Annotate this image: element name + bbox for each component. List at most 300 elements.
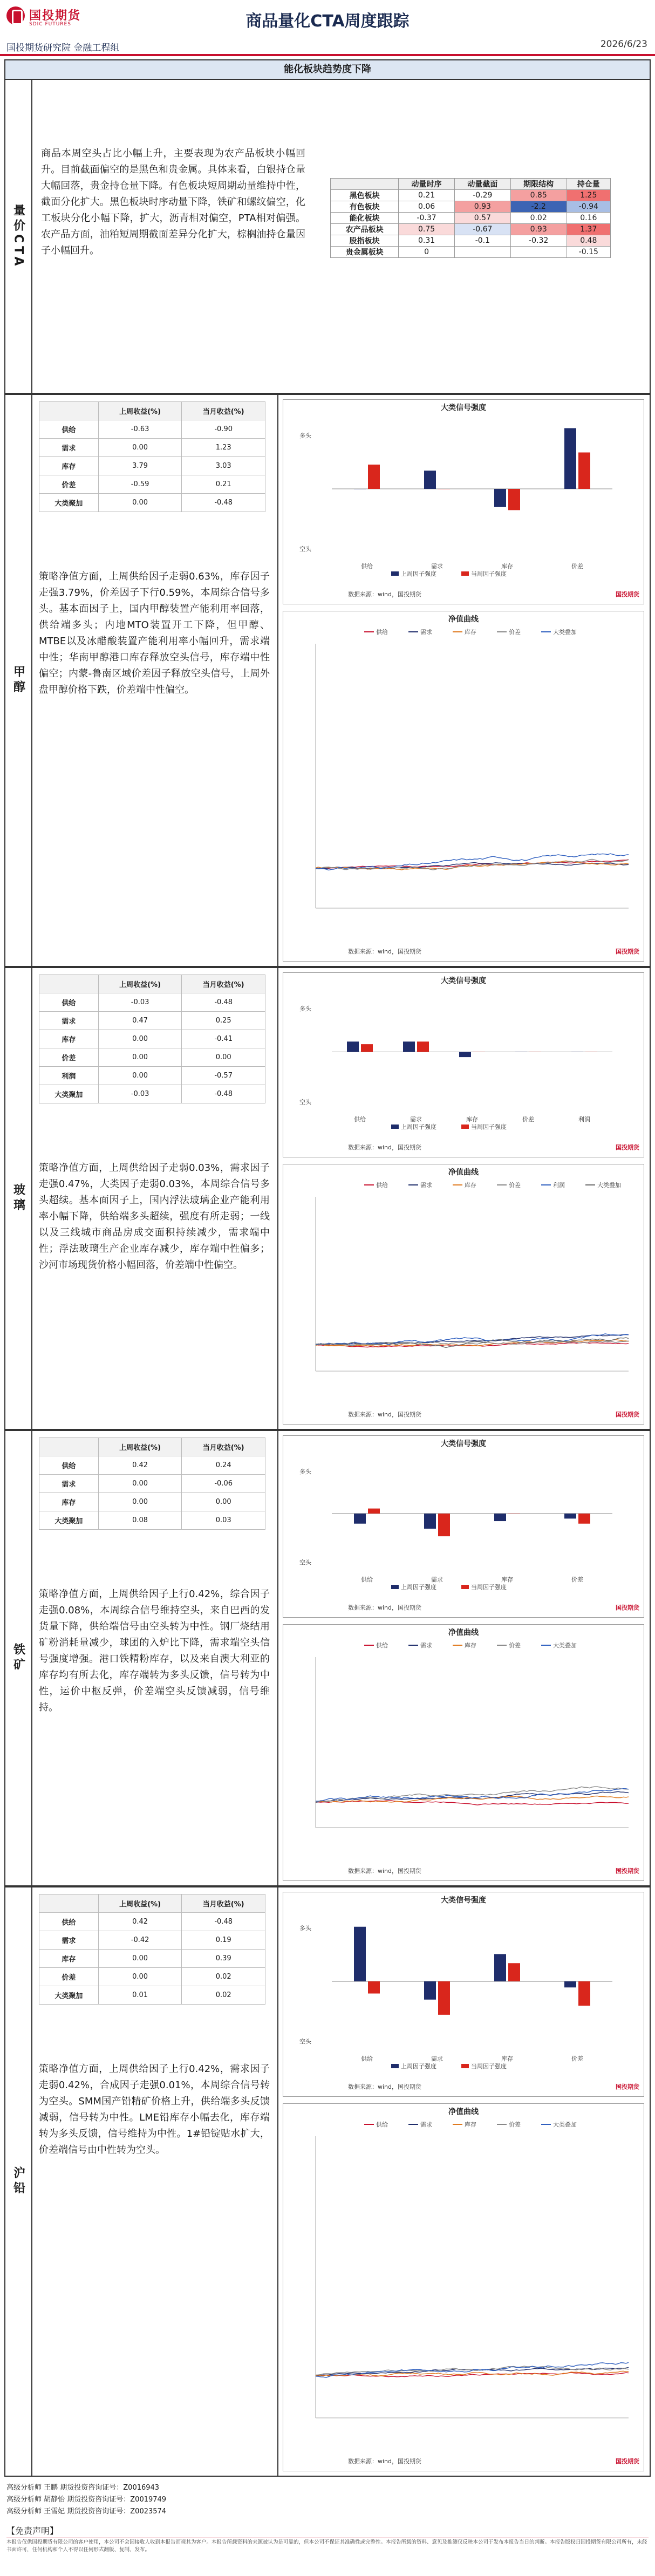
signal-chart-svg bbox=[283, 973, 644, 1157]
last-week-return: 3.79 bbox=[98, 457, 182, 475]
cta-cell: -0.32 bbox=[510, 235, 567, 247]
cta-cell: 0.57 bbox=[454, 213, 510, 224]
chart-source: 数据来源：wind，国投期货 bbox=[348, 1144, 422, 1151]
bar-last-week bbox=[564, 1981, 576, 1987]
table-row bbox=[39, 1511, 265, 1530]
cta-table-row bbox=[331, 235, 611, 247]
row-label: 供给 bbox=[39, 1913, 99, 1931]
last-week-return: 0.00 bbox=[98, 1950, 182, 1968]
cta-row-label: 股指板块 bbox=[331, 235, 399, 247]
bar-last-week bbox=[564, 428, 576, 489]
legend-swatch-last bbox=[391, 2064, 399, 2068]
nav-chart-svg bbox=[283, 2104, 644, 2471]
nav-legend-label: 库存 bbox=[465, 1182, 476, 1189]
row-label: 大类聚加 bbox=[39, 1511, 99, 1530]
nav-chart-title: 净值曲线 bbox=[448, 1628, 479, 1637]
nav-legend-label: 供给 bbox=[376, 2121, 388, 2128]
bar-this-week bbox=[578, 453, 590, 489]
table-row bbox=[39, 1030, 265, 1048]
table-row bbox=[39, 1493, 265, 1511]
table-row bbox=[39, 494, 265, 512]
bar-this-week bbox=[508, 1963, 520, 1981]
table-header: 当月收益(%) bbox=[182, 402, 265, 420]
signal-chart-title: 大类信号强度 bbox=[441, 1896, 486, 1905]
last-week-return: -0.03 bbox=[98, 993, 182, 1012]
month-return: 0.02 bbox=[182, 1986, 265, 2005]
month-return: 0.39 bbox=[182, 1950, 265, 1968]
cta-cell: -0.37 bbox=[399, 213, 455, 224]
legend-last-label: 上周因子强度 bbox=[401, 2063, 436, 2070]
row-label: 需求 bbox=[39, 1931, 99, 1950]
cta-cell: 0.93 bbox=[454, 201, 510, 213]
cta-row-label: 贵金属板块 bbox=[331, 247, 399, 258]
last-week-return: -0.03 bbox=[98, 1085, 182, 1103]
legend-swatch-last bbox=[391, 1585, 399, 1589]
chart-source: 数据来源：wind，国投期货 bbox=[348, 591, 422, 598]
table-row bbox=[39, 1986, 265, 2005]
bar-last-week bbox=[515, 1052, 527, 1053]
category-label: 供给 bbox=[361, 2055, 373, 2062]
cta-cell: -2.2 bbox=[510, 201, 567, 213]
nav-series-line bbox=[316, 1789, 629, 1801]
cta-cell: 0.02 bbox=[510, 213, 567, 224]
cta-table-row bbox=[331, 201, 611, 213]
month-return: 0.03 bbox=[182, 1511, 265, 1530]
factor-section-label: 甲醇 bbox=[4, 394, 32, 967]
category-label: 库存 bbox=[466, 1116, 478, 1123]
table-row bbox=[39, 457, 265, 475]
row-label: 库存 bbox=[39, 1493, 99, 1511]
cta-cell bbox=[454, 247, 510, 258]
nav-chart-svg bbox=[283, 1625, 644, 1880]
signal-chart bbox=[283, 399, 644, 604]
legend-swatch-last bbox=[391, 571, 399, 576]
cta-factor-table bbox=[330, 178, 611, 258]
section-divider bbox=[277, 1886, 278, 2477]
table-row bbox=[39, 439, 265, 457]
nav-legend-label: 大类叠加 bbox=[597, 1182, 621, 1189]
section-divider bbox=[277, 394, 278, 967]
table-row bbox=[39, 1931, 265, 1950]
legend-this-label: 当周因子强度 bbox=[471, 2063, 507, 2070]
nav-chart bbox=[283, 611, 644, 962]
category-label: 利润 bbox=[578, 1116, 590, 1123]
chart-source: 数据来源：wind，国投期货 bbox=[348, 948, 422, 955]
long-label: 多头 bbox=[299, 1925, 311, 1932]
chart-logo: 国投期货 bbox=[616, 1411, 639, 1418]
table-header bbox=[39, 402, 99, 420]
month-return: 3.03 bbox=[182, 457, 265, 475]
cta-label: 量价CTA bbox=[4, 79, 32, 394]
last-week-return: 0.00 bbox=[98, 494, 182, 512]
signal-chart bbox=[283, 972, 644, 1157]
month-return: 0.25 bbox=[182, 1012, 265, 1030]
row-label: 供给 bbox=[39, 1456, 99, 1475]
cta-cell: 0.31 bbox=[399, 235, 455, 247]
signal-chart-svg bbox=[283, 1892, 644, 2096]
nav-legend-label: 需求 bbox=[420, 2121, 432, 2128]
signal-chart-svg bbox=[283, 400, 644, 604]
disclaimer-text: 本报告仅供国投期货有限公司的客户使用，本公司不会因接收人收到本报告而视其为客户。本报告所载资料的来源被认为是可靠的，但本公司不保证其准确性或完整性。本报告所载的资料、意见及推测仅反映本公司于发布本报告当日的判断。本报告版权归国投期货有限公司所有，未经书面许可，任何机构和个人不得以任何形式翻版、复制、发布。 bbox=[6, 2539, 647, 2553]
category-label: 供给 bbox=[361, 1576, 373, 1583]
row-label: 库存 bbox=[39, 1950, 99, 1968]
last-week-return: 0.00 bbox=[98, 1067, 182, 1085]
row-label: 供给 bbox=[39, 420, 99, 439]
month-return: 0.24 bbox=[182, 1456, 265, 1475]
table-header bbox=[39, 975, 99, 993]
report-subline: 国投期货研究院 金融工程组 bbox=[6, 43, 120, 53]
chart-source: 数据来源：wind，国投期货 bbox=[348, 2083, 422, 2090]
chart-logo: 国投期货 bbox=[616, 1144, 639, 1151]
nav-legend-label: 价差 bbox=[509, 629, 521, 636]
bar-this-week bbox=[578, 1514, 590, 1524]
category-label: 供给 bbox=[361, 563, 373, 570]
last-week-return: 0.08 bbox=[98, 1511, 182, 1530]
last-week-return: 0.00 bbox=[98, 1030, 182, 1048]
bar-last-week bbox=[424, 1514, 436, 1529]
signal-chart-title: 大类信号强度 bbox=[441, 1440, 486, 1448]
nav-legend-label: 大类叠加 bbox=[553, 629, 577, 636]
bar-last-week bbox=[571, 1052, 583, 1053]
chart-source: 数据来源：wind，国投期货 bbox=[348, 2458, 422, 2465]
bar-this-week bbox=[368, 465, 380, 489]
nav-legend-label: 供给 bbox=[376, 629, 388, 636]
bar-this-week bbox=[473, 1052, 485, 1053]
table-row bbox=[39, 1012, 265, 1030]
chart-logo: 国投期货 bbox=[616, 2458, 639, 2465]
last-week-return: 0.01 bbox=[98, 1986, 182, 2005]
month-return: 1.23 bbox=[182, 439, 265, 457]
chart-source: 数据来源：wind，国投期货 bbox=[348, 1411, 422, 1418]
factor-text: 策略净值方面，上周供给因子上行0.42%，综合因子走强0.08%，本周综合信号维持空头，来自巴西的发货量下降，供给端信号由空头转为中性。钢厂烧结用矿粉消耗量减少，球团的入炉比下降，需求端空头信号强度增强。港口铁精粉库存，以及来自澳大利亚的库存均有所去化，库存端转为多头反馈，信号转为中性，运价中枢反弹，价差端空头反馈减弱，信号维持。 bbox=[39, 1589, 270, 1713]
factor-section-label: 沪铅 bbox=[4, 1886, 32, 2477]
month-return: -0.41 bbox=[182, 1030, 265, 1048]
category-label: 需求 bbox=[410, 1116, 422, 1123]
category-label: 需求 bbox=[431, 2055, 443, 2062]
cta-cell: -0.67 bbox=[454, 224, 510, 235]
factor-return-table bbox=[39, 1437, 265, 1530]
cta-cell: -0.29 bbox=[454, 190, 510, 201]
cta-row-label: 有色板块 bbox=[331, 201, 399, 213]
legend-swatch-this bbox=[461, 1125, 469, 1129]
bar-last-week bbox=[494, 1954, 506, 1981]
nav-legend-label: 供给 bbox=[376, 1642, 388, 1649]
table-header bbox=[39, 1894, 99, 1913]
cta-text: 商品本周空头占比小幅上升，主要表现为农产品板块小幅回升。目前截面偏空的是黑色和贵金属。具体来看，白银持仓量大幅回落，贵金持仓量下降。有色板块短周期动量维持中性，截面分化扩大。黑色板块时序动量下降，铁矿和螺纹偏空，化工板块分化小幅下降，扩大，沥青相对偏空，PTA相对偏强。农产品方面，油粕短周期截面差异分化扩大，棕榈油持仓量因子小幅回升。 bbox=[41, 148, 305, 256]
factor-section-label: 玻璃 bbox=[4, 967, 32, 1430]
last-week-return: -0.42 bbox=[98, 1931, 182, 1950]
category-label: 库存 bbox=[501, 563, 513, 570]
analyst-line: 高级分析师 王鹏 期货投资咨询证号：Z0016943 bbox=[6, 2484, 160, 2492]
nav-legend-label: 价差 bbox=[509, 2121, 521, 2128]
short-label: 空头 bbox=[299, 2038, 311, 2045]
report-title: 商品量化CTA周度跟踪 bbox=[245, 12, 410, 31]
bar-this-week bbox=[438, 1981, 450, 2015]
row-label: 大类聚加 bbox=[39, 1085, 99, 1103]
row-label: 价差 bbox=[39, 1048, 99, 1067]
last-week-return: 0.00 bbox=[98, 1968, 182, 1986]
table-row bbox=[39, 993, 265, 1012]
category-label: 价差 bbox=[522, 1116, 534, 1123]
month-return: 0.00 bbox=[182, 1493, 265, 1511]
section-divider bbox=[277, 1430, 278, 1886]
cta-cell: 0.48 bbox=[567, 235, 610, 247]
last-week-return: 0.00 bbox=[98, 1493, 182, 1511]
legend-last-label: 上周因子强度 bbox=[401, 1584, 436, 1591]
legend-this-label: 当周因子强度 bbox=[471, 1123, 507, 1130]
legend-this-label: 当周因子强度 bbox=[471, 570, 507, 577]
short-label: 空头 bbox=[299, 1559, 311, 1566]
table-header: 当月收益(%) bbox=[182, 1894, 265, 1913]
bar-last-week bbox=[424, 471, 436, 489]
bar-last-week bbox=[494, 1514, 506, 1521]
table-header: 上周收益(%) bbox=[98, 975, 182, 993]
bar-last-week bbox=[494, 489, 506, 507]
short-label: 空头 bbox=[299, 546, 311, 553]
factor-text: 策略净值方面，上周供给因子上行0.42%，需求因子走弱0.42%，合成因子走强0.01%，本周综合信号转为空头。SMM国产铅精矿价格上升，供给端多头反馈减弱，信号转为中性。LME铅库存小幅去化，库存端转为多头反馈，信号维持为中性。1#铅锭贴水扩大，价差端信号由中性转为空头。 bbox=[39, 2063, 270, 2156]
table-header: 上周收益(%) bbox=[98, 1438, 182, 1456]
long-label: 多头 bbox=[299, 432, 311, 439]
bar-last-week bbox=[354, 1514, 366, 1524]
logo-text: 国投期货 bbox=[29, 9, 81, 23]
signal-chart-title: 大类信号强度 bbox=[441, 977, 486, 985]
signal-chart bbox=[283, 1892, 644, 2097]
table-row bbox=[39, 1968, 265, 1986]
factor-text: 策略净值方面，上周供给因子走弱0.03%，需求因子走强0.47%，大类因子走弱0.03%，本周综合信号多头超续。基本面因子上，国内浮法玻璃企业产能利用率小幅下降，供给端多头超续，强度有所走弱；一线以及三线城市商品房成交面积持续减少，需求端中性；浮法玻璃生产企业库存减少，库存端中性偏多；沙河市场现货价格小幅回落，价差端中性偏空。 bbox=[39, 1162, 270, 1271]
cta-cell: 0.21 bbox=[399, 190, 455, 201]
bar-last-week bbox=[459, 1052, 471, 1058]
nav-legend-label: 价差 bbox=[509, 1182, 521, 1189]
cta-table-header: 动量截面 bbox=[454, 179, 510, 190]
nav-legend-label: 库存 bbox=[465, 1642, 476, 1649]
chart-logo: 国投期货 bbox=[616, 1868, 639, 1875]
legend-last-label: 上周因子强度 bbox=[401, 570, 436, 577]
cta-cell: 0.85 bbox=[510, 190, 567, 201]
chart-logo: 国投期货 bbox=[616, 1604, 639, 1611]
header-rule bbox=[0, 54, 655, 56]
month-return: -0.57 bbox=[182, 1067, 265, 1085]
factor-return-table bbox=[39, 974, 265, 1103]
table-row bbox=[39, 1475, 265, 1493]
month-return: -0.48 bbox=[182, 1913, 265, 1931]
category-label: 价差 bbox=[571, 2055, 583, 2062]
row-label: 大类聚加 bbox=[39, 1986, 99, 2005]
nav-legend-label: 价差 bbox=[509, 1642, 521, 1649]
last-week-return: -0.63 bbox=[98, 420, 182, 439]
nav-legend-label: 需求 bbox=[420, 1642, 432, 1649]
bar-this-week bbox=[368, 1981, 380, 1994]
table-row bbox=[39, 1048, 265, 1067]
nav-legend-label: 利润 bbox=[553, 1182, 565, 1189]
report-date: 2026/6/23 bbox=[600, 39, 647, 50]
last-week-return: 0.42 bbox=[98, 1913, 182, 1931]
table-header: 上周收益(%) bbox=[98, 1894, 182, 1913]
nav-legend-label: 库存 bbox=[465, 629, 476, 636]
table-row bbox=[39, 475, 265, 494]
nav-series-line bbox=[316, 2362, 629, 2377]
last-week-return: 0.00 bbox=[98, 439, 182, 457]
category-label: 库存 bbox=[501, 1576, 513, 1583]
month-return: 0.00 bbox=[182, 1048, 265, 1067]
cta-table-header: 动量时序 bbox=[399, 179, 455, 190]
nav-chart-title: 净值曲线 bbox=[448, 2108, 479, 2116]
cta-cell: 0.93 bbox=[510, 224, 567, 235]
row-label: 需求 bbox=[39, 1012, 99, 1030]
nav-legend-label: 供给 bbox=[376, 1182, 388, 1189]
table-row bbox=[39, 1067, 265, 1085]
legend-swatch-this bbox=[461, 1585, 469, 1589]
category-label: 价差 bbox=[571, 563, 583, 570]
bar-last-week bbox=[424, 1981, 436, 2000]
cta-table-header: 期限结构 bbox=[510, 179, 567, 190]
table-row bbox=[39, 1913, 265, 1931]
analyst-line: 高级分析师 胡静怡 期货投资咨询证号：Z0019749 bbox=[6, 2496, 167, 2504]
last-week-return: 0.42 bbox=[98, 1456, 182, 1475]
month-return: -0.06 bbox=[182, 1475, 265, 1493]
month-return: 0.19 bbox=[182, 1931, 265, 1950]
bar-this-week bbox=[417, 1041, 429, 1052]
legend-swatch-this bbox=[461, 571, 469, 576]
chart-logo: 国投期货 bbox=[616, 948, 639, 955]
nav-chart-svg bbox=[283, 611, 644, 961]
cta-table-row bbox=[331, 213, 611, 224]
row-label: 大类聚加 bbox=[39, 494, 99, 512]
row-label: 库存 bbox=[39, 457, 99, 475]
legend-last-label: 上周因子强度 bbox=[401, 1123, 436, 1130]
chart-source: 数据来源：wind，国投期货 bbox=[348, 1868, 422, 1875]
bar-this-week bbox=[508, 489, 520, 510]
cta-cell: 0.06 bbox=[399, 201, 455, 213]
cta-cell: -0.15 bbox=[567, 247, 610, 258]
cta-cell: 1.25 bbox=[567, 190, 610, 201]
signal-chart-svg bbox=[283, 1436, 644, 1617]
bar-last-week bbox=[354, 1927, 366, 1981]
category-label: 供给 bbox=[354, 1116, 366, 1123]
last-week-return: 0.00 bbox=[98, 1475, 182, 1493]
category-label: 价差 bbox=[571, 1576, 583, 1583]
cta-cell: -0.1 bbox=[454, 235, 510, 247]
legend-swatch-this bbox=[461, 2064, 469, 2068]
row-label: 价差 bbox=[39, 1968, 99, 1986]
cta-cell bbox=[510, 247, 567, 258]
table-header: 当月收益(%) bbox=[182, 975, 265, 993]
month-return: -0.48 bbox=[182, 993, 265, 1012]
chart-logo: 国投期货 bbox=[616, 2083, 639, 2090]
category-label: 需求 bbox=[431, 1576, 443, 1583]
nav-legend-label: 大类叠加 bbox=[553, 2121, 577, 2128]
bar-last-week bbox=[564, 1514, 576, 1518]
bar-this-week bbox=[585, 1052, 597, 1053]
legend-this-label: 当周因子强度 bbox=[471, 1584, 507, 1591]
cta-table-header: 持仓量 bbox=[567, 179, 610, 190]
nav-series-line bbox=[316, 1787, 629, 1802]
last-week-return: 0.00 bbox=[98, 1048, 182, 1067]
bar-this-week bbox=[578, 1981, 590, 2006]
table-row bbox=[39, 1085, 265, 1103]
nav-chart-title: 净值曲线 bbox=[448, 615, 479, 624]
month-return: -0.90 bbox=[182, 420, 265, 439]
row-label: 利润 bbox=[39, 1067, 99, 1085]
cta-row-label: 农产品板块 bbox=[331, 224, 399, 235]
month-return: -0.48 bbox=[182, 1085, 265, 1103]
legend-swatch-last bbox=[391, 1125, 399, 1129]
category-label: 需求 bbox=[431, 563, 443, 570]
row-label: 库存 bbox=[39, 1030, 99, 1048]
bar-this-week bbox=[361, 1044, 373, 1052]
report-header bbox=[0, 0, 655, 60]
table-row bbox=[39, 1456, 265, 1475]
nav-legend-label: 大类叠加 bbox=[553, 1642, 577, 1649]
section-divider bbox=[277, 967, 278, 1430]
cta-table-row bbox=[331, 247, 611, 258]
nav-chart-svg bbox=[283, 1164, 644, 1424]
cta-cell: 0.75 bbox=[399, 224, 455, 235]
factor-text: 策略净值方面，上周供给因子走弱0.63%，库存因子走强3.79%，价差因子下行0.59%，本周综合信号多头。基本面因子上，国内甲醇装置产能利用率回落，供给端多头；内地MTO装置开工下降，但甲醇、MTBE以及冰醋酸装置产能利用率小幅回升，需求端中性；华南甲醇港口库存释放空头信号，库存端中性偏空；内蒙-鲁南区域价差因子释放空头信号，上周外盘甲醇价格下跌，价差端中性偏空。 bbox=[39, 571, 270, 696]
row-label: 供给 bbox=[39, 993, 99, 1012]
short-label: 空头 bbox=[299, 1099, 311, 1106]
nav-legend-label: 库存 bbox=[465, 2121, 476, 2128]
analyst-list bbox=[6, 2482, 166, 2518]
cta-row-label: 黑色板块 bbox=[331, 190, 399, 201]
last-week-return: -0.59 bbox=[98, 475, 182, 494]
cta-cell: 0 bbox=[399, 247, 455, 258]
month-return: 0.02 bbox=[182, 1968, 265, 1986]
table-row bbox=[39, 420, 265, 439]
table-row bbox=[39, 1950, 265, 1968]
analyst-line: 高级分析师 王雪妃 期货投资咨询证号：Z0023574 bbox=[6, 2507, 167, 2516]
cta-cell: -0.94 bbox=[567, 201, 610, 213]
row-label: 价差 bbox=[39, 475, 99, 494]
bar-this-week bbox=[438, 1514, 450, 1536]
signal-chart-title: 大类信号强度 bbox=[441, 404, 486, 412]
nav-legend-label: 需求 bbox=[420, 629, 432, 636]
cta-table-row bbox=[331, 190, 611, 201]
chart-logo: 国投期货 bbox=[616, 591, 639, 598]
month-return: -0.48 bbox=[182, 494, 265, 512]
row-label: 需求 bbox=[39, 1475, 99, 1493]
signal-chart bbox=[283, 1435, 644, 1618]
chart-source: 数据来源：wind，国投期货 bbox=[348, 1604, 422, 1611]
month-return: 0.21 bbox=[182, 475, 265, 494]
factor-return-table bbox=[39, 1894, 265, 2005]
logo-text-en: SDIC FUTURES bbox=[29, 22, 71, 27]
bar-last-week bbox=[403, 1041, 415, 1052]
row-label: 需求 bbox=[39, 439, 99, 457]
nav-chart bbox=[283, 1624, 644, 1881]
category-label: 库存 bbox=[501, 2055, 513, 2062]
long-label: 多头 bbox=[299, 1005, 311, 1012]
long-label: 多头 bbox=[299, 1468, 311, 1475]
cta-cell: 0.16 bbox=[567, 213, 610, 224]
table-header: 上周收益(%) bbox=[98, 402, 182, 420]
nav-chart-title: 净值曲线 bbox=[448, 1168, 479, 1177]
cta-table-header bbox=[331, 179, 399, 190]
bar-last-week bbox=[347, 1041, 359, 1052]
nav-chart bbox=[283, 2103, 644, 2471]
last-week-return: 0.47 bbox=[98, 1012, 182, 1030]
bar-this-week bbox=[368, 1509, 380, 1514]
cta-row-label: 能化板块 bbox=[331, 213, 399, 224]
nav-chart bbox=[283, 1164, 644, 1425]
nav-legend-label: 需求 bbox=[420, 1182, 432, 1189]
section-header: 能化板块趋势度下降 bbox=[4, 59, 651, 80]
factor-return-table bbox=[39, 401, 265, 512]
table-header: 当月收益(%) bbox=[182, 1438, 265, 1456]
factor-section-label: 铁矿 bbox=[4, 1430, 32, 1886]
bar-this-week bbox=[529, 1052, 541, 1053]
table-header bbox=[39, 1438, 99, 1456]
cta-cell: 1.37 bbox=[567, 224, 610, 235]
